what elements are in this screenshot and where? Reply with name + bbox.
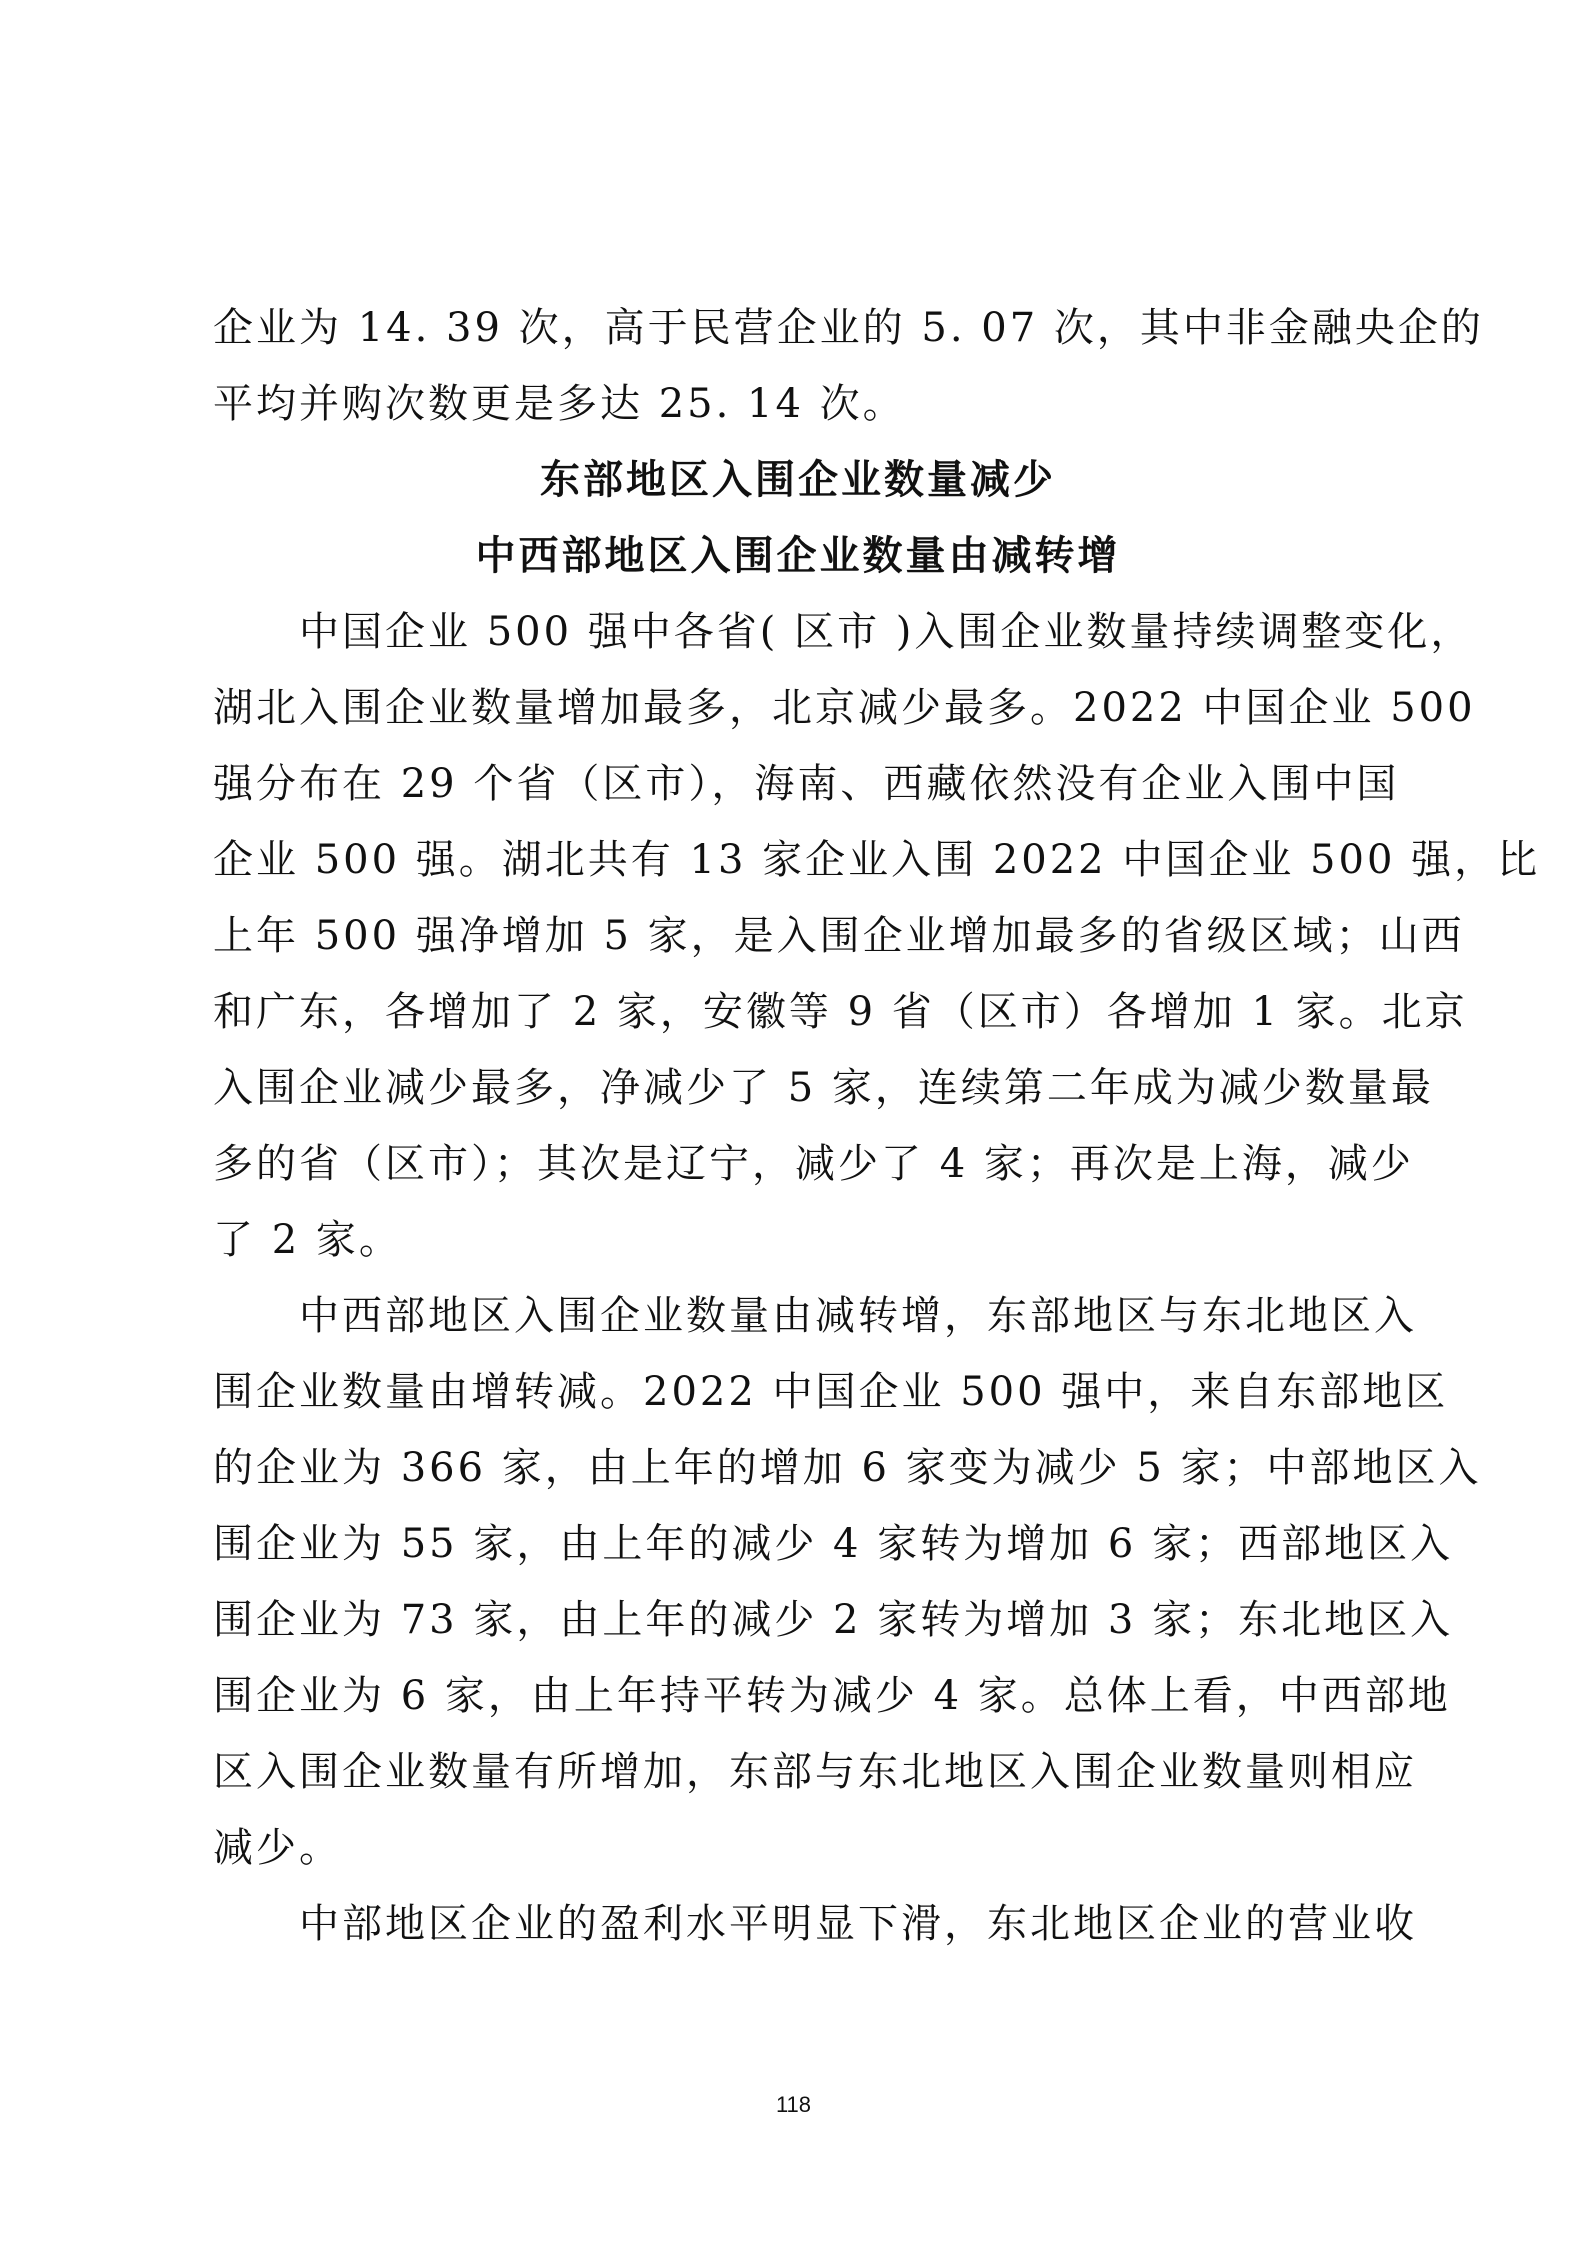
text-line: 中部地区企业的盈利水平明显下滑，东北地区企业的营业收: [299, 1901, 1417, 1947]
intro-paragraph: [213, 290, 1484, 442]
text-line: 和广东，各增加了 2 家，安徽等 9 省（区市）各增加 1 家。北京: [213, 989, 1468, 1035]
text-line: 围企业为 55 家，由上年的减少 4 家转为增加 6 家；西部地区入: [213, 1521, 1454, 1567]
text-line: 围企业数量由增转减。2022 中国企业 500 强中，来自东部地区: [213, 1369, 1449, 1415]
document-page: [213, 290, 1541, 1962]
page-number: 118: [775, 2092, 812, 2117]
paragraph-provinces: [213, 594, 1541, 1278]
text-line: 的企业为 366 家，由上年的增加 6 家变为减少 5 家；中部地区入: [213, 1445, 1482, 1491]
text-line: 上年 500 强净增加 5 家，是入围企业增加最多的省级区域；山西: [213, 913, 1465, 959]
text-line: 强分布在 29 个省（区市），海南、西藏依然没有企业入围中国: [213, 761, 1400, 807]
text-line: 平均并购次数更是多达 25. 14 次。: [213, 381, 906, 427]
paragraph-regions: [213, 1278, 1482, 1886]
section-heading: 东部地区入围企业数量减少: [540, 457, 1056, 503]
text-line: 减少。: [213, 1825, 342, 1871]
text-line: 围企业为 6 家，由上年持平转为减少 4 家。总体上看，中西部地: [213, 1673, 1451, 1719]
text-line: 湖北入围企业数量增加最多，北京减少最多。2022 中国企业 500: [213, 685, 1476, 731]
paragraph-profitability: [213, 1886, 1417, 1962]
text-line: 了 2 家。: [213, 1217, 402, 1263]
text-line: 企业为 14. 39 次，高于民营企业的 5. 07 次，其中非金融央企的: [213, 305, 1484, 351]
section-subheading: 中西部地区入围企业数量由减转增: [475, 533, 1121, 579]
text-line: 入围企业减少最多，净减少了 5 家，连续第二年成为减少数量最: [213, 1065, 1434, 1111]
text-line: 围企业为 73 家，由上年的减少 2 家转为增加 3 家；东北地区入: [213, 1597, 1454, 1643]
text-line: 企业 500 强。湖北共有 13 家企业入围 2022 中国企业 500 强，比: [213, 837, 1541, 883]
text-line: 中西部地区入围企业数量由减转增，东部地区与东北地区入: [299, 1293, 1417, 1339]
text-line: 中国企业 500 强中各省( 区市 )入围企业数量持续调整变化，: [299, 609, 1474, 655]
text-line: 区入围企业数量有所增加，东部与东北地区入围企业数量则相应: [213, 1749, 1417, 1795]
text-line: 多的省（区市）；其次是辽宁，减少了 4 家；再次是上海，减少: [213, 1141, 1414, 1187]
